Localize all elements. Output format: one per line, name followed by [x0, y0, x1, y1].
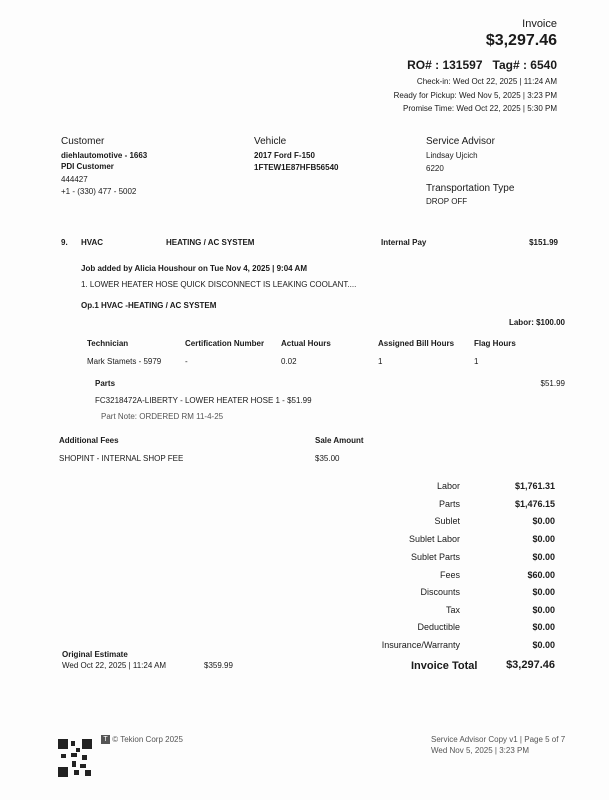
customer-phone: +1 - (330) 477 - 5002: [61, 187, 137, 196]
total-value: $0.00: [532, 552, 555, 562]
total-value: $0.00: [532, 516, 555, 526]
ready-time: Ready for Pickup: Wed Nov 5, 2025 | 3:23 PM: [393, 91, 557, 100]
copyright-text: © Tekion Corp 2025: [112, 735, 183, 744]
tech-header: Technician: [87, 339, 129, 348]
estimate-date: Wed Oct 22, 2025 | 11:24 AM: [62, 661, 167, 670]
job-title: HEATING / AC SYSTEM: [166, 238, 255, 247]
copy-info: Service Advisor Copy v1 | Page 5 of 7: [431, 735, 566, 744]
operation-line: Op.1 HVAC -HEATING / AC SYSTEM: [81, 301, 217, 310]
flag-hours: 1: [474, 357, 479, 366]
total-label: Discounts: [420, 587, 460, 597]
total-label: Insurance/Warranty: [381, 640, 460, 650]
vehicle-vin: 1FTEW1E87HFB56540: [254, 163, 339, 172]
customer-heading: Customer: [61, 136, 105, 147]
fee-item: SHOPINT - INTERNAL SHOP FEE: [59, 454, 184, 463]
document-type: Invoice: [522, 18, 557, 30]
parts-heading: Parts: [95, 379, 116, 388]
estimate-amount: $359.99: [204, 661, 233, 670]
total-label: Deductible: [417, 622, 460, 632]
estimate-heading: Original Estimate: [62, 650, 128, 659]
vehicle-model: 2017 Ford F-150: [254, 151, 315, 160]
job-added-by: Job added by Alicia Houshour on Tue Nov 4, 2025 | 9:04 AM: [81, 264, 307, 273]
actual-hours: 0.02: [281, 357, 297, 366]
total-value: $0.00: [532, 640, 555, 650]
customer-type: PDI Customer: [61, 162, 114, 171]
ro-number: RO# : 131597: [407, 58, 483, 72]
transport-type: DROP OFF: [426, 197, 468, 206]
job-code: HVAC: [81, 238, 104, 247]
ro-tag-line: [407, 58, 557, 72]
checkin-time: Check-in: Wed Oct 22, 2025 | 11:24 AM: [416, 77, 557, 86]
job-pay-type: Internal Pay: [381, 238, 427, 247]
job-amount: $151.99: [529, 238, 558, 247]
part-line: FC3218472A-LIBERTY - LOWER HEATER HOSE 1 - $51.99: [95, 396, 312, 405]
total-label: Sublet: [434, 516, 460, 526]
advisor-name: Lindsay Ujcich: [426, 151, 478, 160]
cert-number: -: [185, 357, 188, 366]
total-value: $1,476.15: [514, 499, 555, 509]
tech-name: Mark Stamets - 5979: [87, 357, 162, 366]
total-value: $0.00: [532, 587, 555, 597]
footer-date: Wed Nov 5, 2025 | 3:23 PM: [431, 746, 529, 755]
tekion-logo-icon: T: [101, 735, 110, 744]
total-value: $60.00: [527, 570, 555, 580]
total-label: Tax: [445, 605, 460, 615]
job-number: 9.: [61, 238, 68, 247]
invoice-total-label: Invoice Total: [411, 660, 478, 672]
bill-hours: 1: [378, 357, 383, 366]
advisor-number: 6220: [426, 164, 444, 173]
labor-amount: Labor: $100.00: [508, 318, 565, 327]
total-label: Sublet Labor: [408, 534, 460, 544]
footer-brand: [101, 735, 183, 744]
flag-hours-header: Flag Hours: [474, 339, 516, 348]
sale-amount-heading: Sale Amount: [315, 436, 364, 445]
parts-total: $51.99: [540, 379, 565, 388]
vehicle-heading: Vehicle: [254, 136, 287, 147]
bill-hours-header: Assigned Bill Hours: [378, 339, 455, 348]
job-concern: 1. LOWER HEATER HOSE QUICK DISCONNECT IS LEAKING COOLANT....: [81, 280, 357, 289]
header-total: $3,297.46: [485, 32, 557, 49]
customer-name: diehlautomotive - 1663: [61, 151, 148, 160]
total-label: Sublet Parts: [410, 552, 460, 562]
total-value: $1,761.31: [514, 481, 555, 491]
total-label: Labor: [436, 481, 460, 491]
total-label: Fees: [439, 570, 460, 580]
cert-header: Certification Number: [185, 339, 265, 348]
advisor-heading: Service Advisor: [426, 136, 495, 147]
qr-code: [58, 739, 92, 777]
tag-number: Tag# : 6540: [492, 58, 557, 72]
part-note: Part Note: ORDERED RM 11-4-25: [101, 412, 224, 421]
customer-id: 444427: [61, 175, 88, 184]
invoice-total-value: $3,297.46: [506, 659, 555, 671]
total-value: $0.00: [532, 534, 555, 544]
fees-heading: Additional Fees: [59, 436, 119, 445]
total-value: $0.00: [532, 622, 555, 632]
total-value: $0.00: [532, 605, 555, 615]
transport-heading: Transportation Type: [426, 183, 515, 194]
fee-item-amount: $35.00: [315, 454, 340, 463]
promise-time: Promise Time: Wed Oct 22, 2025 | 5:30 PM: [403, 104, 557, 113]
total-label: Parts: [438, 499, 460, 509]
actual-hours-header: Actual Hours: [281, 339, 331, 348]
